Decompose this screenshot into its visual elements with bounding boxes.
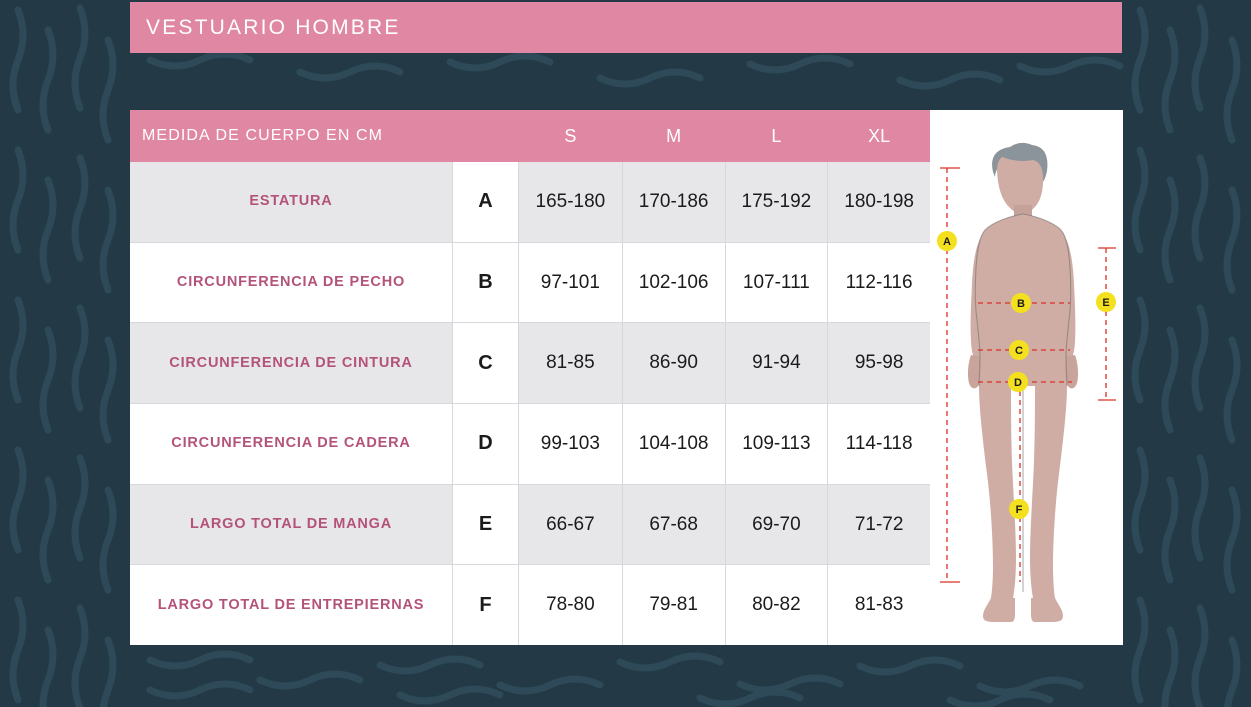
row-label: ESTATURA <box>130 162 452 242</box>
svg-text:A: A <box>943 236 951 248</box>
svg-text:B: B <box>1017 298 1025 310</box>
svg-text:F: F <box>1015 504 1023 516</box>
marker-e <box>1096 292 1116 312</box>
row-value-l: 109-113 <box>725 404 828 484</box>
marker-d <box>1008 372 1028 392</box>
marker-c <box>1009 340 1029 360</box>
row-value-l: 80-82 <box>725 565 828 645</box>
row-value-xl: 114-118 <box>827 404 930 484</box>
row-letter: F <box>452 565 519 645</box>
row-value-m: 170-186 <box>622 162 725 242</box>
table-row <box>130 565 930 645</box>
row-label: LARGO TOTAL DE ENTREPIERNAS <box>157 596 425 613</box>
row-value-s: 99-103 <box>540 432 600 454</box>
row-label: LARGO TOTAL DE MANGA <box>130 485 452 565</box>
row-value-m: 104-108 <box>622 404 725 484</box>
row-value-m: 102-106 <box>622 243 725 323</box>
table-header-letter <box>452 110 519 162</box>
svg-text:D: D <box>1014 377 1022 389</box>
table-row <box>130 162 930 243</box>
row-label: CIRCUNFERENCIA DE CADERA <box>171 435 411 452</box>
row-value-l: 69-70 <box>725 485 828 565</box>
row-letter: C <box>452 323 519 403</box>
row-value-xl: 180-198 <box>827 162 930 242</box>
size-table <box>130 110 930 645</box>
marker-b <box>1011 293 1031 313</box>
row-value-m: 79-81 <box>622 565 725 645</box>
size-chart <box>130 110 1123 645</box>
row-value-xl: 112-116 <box>827 243 930 323</box>
table-header-size-xl: XL <box>868 125 891 146</box>
table-header-row <box>130 110 930 162</box>
row-value-s: 81-85 <box>519 323 622 403</box>
row-letter: B <box>452 243 519 323</box>
row-letter: D <box>452 404 519 484</box>
page-title: VESTUARIO HOMBRE <box>146 15 401 39</box>
marker-a <box>937 231 957 251</box>
body-diagram-svg <box>930 110 1123 645</box>
row-label: CIRCUNFERENCIA DE CINTURA <box>130 323 452 403</box>
row-value-xl: 81-83 <box>827 565 930 645</box>
row-value-l: 91-94 <box>725 323 828 403</box>
row-value-s: 78-80 <box>546 594 595 616</box>
row-value-s: 66-67 <box>519 485 622 565</box>
row-value-l: 107-111 <box>725 243 828 323</box>
row-value-s: 97-101 <box>540 271 600 293</box>
table-row <box>130 243 930 324</box>
row-value-xl: 95-98 <box>827 323 930 403</box>
table-header-label: MEDIDA DE CUERPO EN CM <box>142 126 384 144</box>
table-header-size-s: S <box>564 125 577 146</box>
table-row <box>130 323 930 404</box>
row-letter: A <box>452 162 519 242</box>
table-row <box>130 485 930 566</box>
row-letter: E <box>452 485 519 565</box>
row-value-s: 165-180 <box>519 162 622 242</box>
marker-f <box>1009 499 1029 519</box>
page-title-bar <box>130 2 1122 53</box>
table-header-size-m: M <box>666 125 682 146</box>
row-label: CIRCUNFERENCIA DE PECHO <box>176 274 406 291</box>
table-row <box>130 404 930 485</box>
body-figure <box>930 110 1123 645</box>
row-value-m: 86-90 <box>622 323 725 403</box>
row-value-xl: 71-72 <box>827 485 930 565</box>
svg-text:E: E <box>1102 297 1110 309</box>
table-header-size-l: L <box>771 125 782 146</box>
svg-text:C: C <box>1015 345 1023 357</box>
row-value-m: 67-68 <box>622 485 725 565</box>
row-value-l: 175-192 <box>725 162 828 242</box>
